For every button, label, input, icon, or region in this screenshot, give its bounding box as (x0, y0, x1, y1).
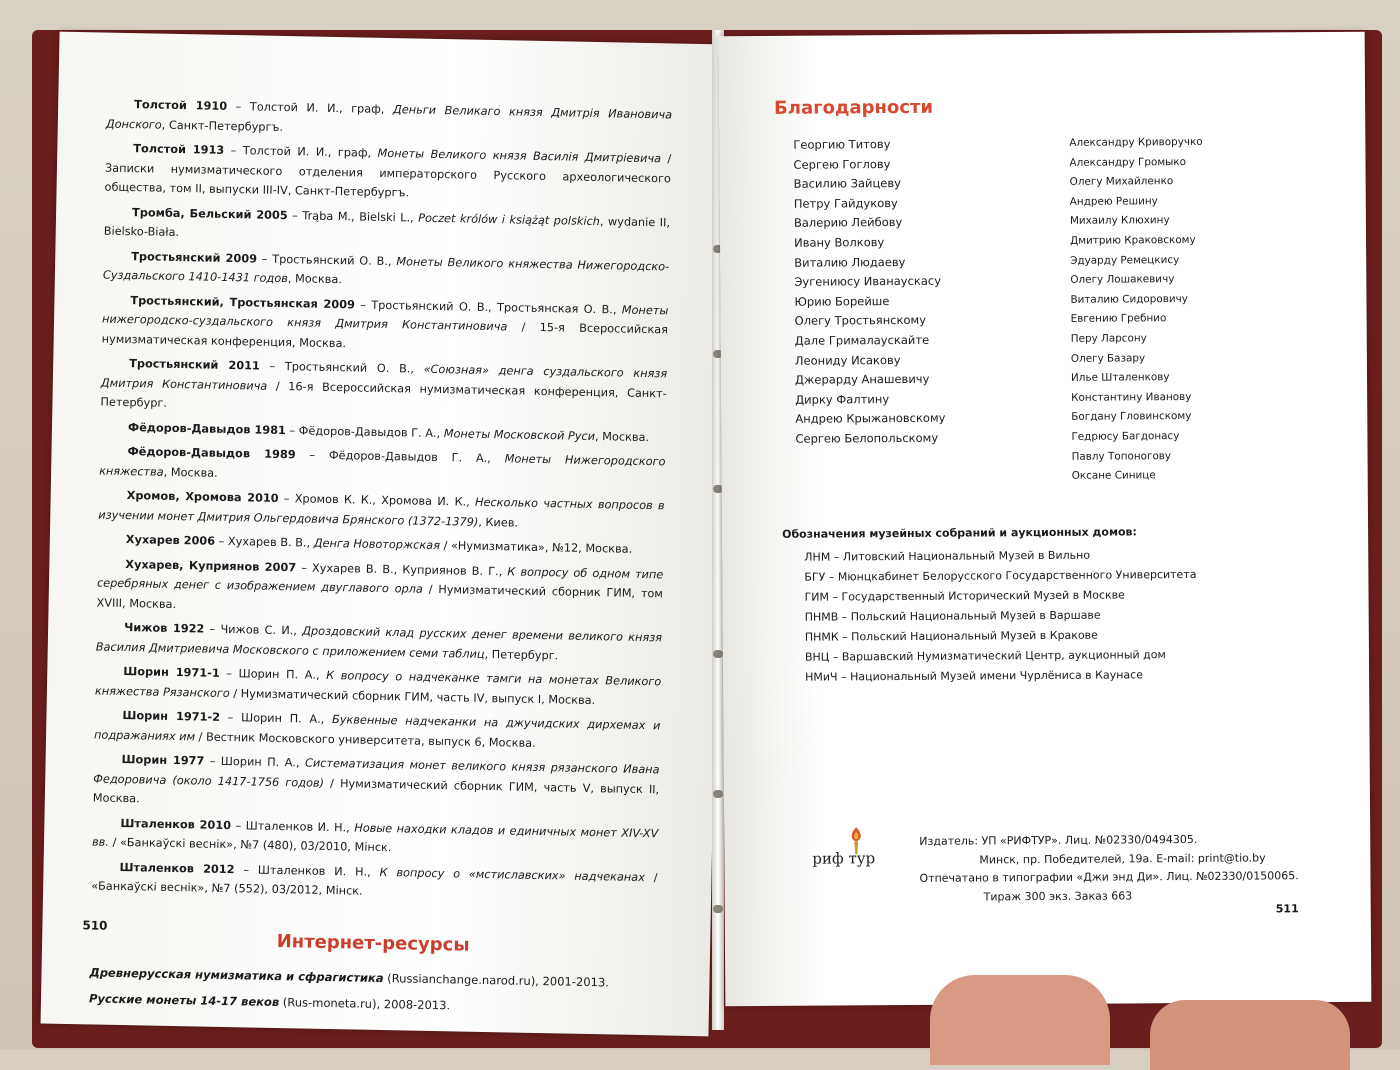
acknowledged-name: Евгению Гребнио (1070, 312, 1167, 326)
abbreviation-item: БГУ – Мюнцкабинет Белорусского Государственного Университета (804, 567, 1197, 584)
entry-pre: – Шталенков И. Н., (230, 818, 355, 834)
acknowledged-name: Юрию Борейше (794, 293, 890, 309)
acknowledged-name: Валерию Лейбову (793, 215, 903, 231)
internet-resource-entry (89, 963, 655, 993)
entry-pre: – Толстой И. И., граф, (224, 143, 378, 160)
acknowledged-name: Гедрюсу Багдонасу (1071, 429, 1180, 443)
bibliography-entry (100, 354, 667, 423)
entry-key: Хухарев 2006 (125, 533, 216, 548)
imprint-line: Минск, пр. Победителей, 19а. E-mail: print@tio.by (979, 850, 1266, 866)
page-number-right: 511 (1275, 902, 1299, 916)
entry-key: Шталенков 2010 (120, 816, 232, 832)
acknowledged-name: Александру Громыко (1069, 155, 1187, 169)
entry-title: Монеты Великого княжества Нижегородско-Суздальского 1410-1431 годов (102, 254, 670, 286)
imprint-block (919, 830, 1299, 907)
entry-post: , Киев. (478, 515, 519, 530)
acknowledged-name: Оксане Синице (1071, 469, 1156, 482)
acknowledged-name: Андрею Крыжановскому (795, 411, 946, 427)
entry-title: Денга Новоторжская (313, 536, 441, 553)
acknowledged-name: Перу Ларсону (1070, 332, 1147, 345)
abbreviation-item: ПНМВ – Польский Национальный Музей в Варшаве (804, 608, 1101, 624)
acknowledged-name: Богдану Гловинскому (1071, 410, 1192, 424)
logo-text: риф тур (812, 849, 876, 868)
resource-details: (Russianchange.narod.ru), 2001-2013. (383, 971, 610, 990)
binding-stitch (713, 650, 723, 658)
abbreviation-item: ПНМК – Польский Национальный Музей в Кракове (804, 628, 1098, 644)
entry-post: , wydanie II, Bielsko-Biała. (103, 214, 671, 240)
entry-pre: – Шорин П. А., (219, 710, 333, 727)
entry-pre: – Чижов С. И., (204, 622, 303, 638)
acknowledged-name: Эугениюсу Иванаускасу (794, 273, 942, 289)
entry-post: , Москва. (287, 272, 343, 287)
acknowledgements-title: Благодарности (774, 96, 934, 119)
acknowledged-name: Виталию Людаеву (794, 254, 906, 270)
bibliography-entry (96, 554, 663, 623)
entry-key: Тростьянский, Тростьянская 2009 (130, 293, 356, 311)
acknowledged-name: Василию Зайцеву (793, 176, 901, 191)
entry-post: / Нумизматический сборник ГИМ, часть V, выпуск II, Москва. (92, 776, 660, 806)
finger (1150, 1000, 1350, 1070)
entry-title: Монеты Великого князя Василія Дмитріевича (377, 146, 662, 166)
entry-key: Хромов, Хромова 2010 (126, 489, 279, 505)
acknowledged-name: Александру Криворучко (1069, 135, 1203, 149)
abbreviations-title: Обозначения музейных собраний и аукционных домов: (782, 525, 1137, 541)
imprint-line: Тираж 300 экз. Заказ 663 (983, 888, 1133, 903)
bibliography-entry (93, 749, 660, 818)
imprint-line: Отпечатано в типографии «Джи энд Ди». Лиц. №02330/0150065. (919, 869, 1299, 885)
bibliography-entry (102, 290, 669, 359)
bibliography-entry (98, 486, 665, 536)
acknowledged-name: Сергею Белопольскому (795, 430, 939, 446)
entry-key: Фёдоров-Давыдов 1981 (127, 420, 287, 437)
acknowledged-name: Андрею Решину (1069, 194, 1158, 208)
acknowledged-name: Георгию Титову (793, 137, 891, 152)
names-column-left (793, 135, 945, 450)
acknowledged-name: Джерарду Анашевичу (794, 371, 930, 387)
bibliography-entry (94, 705, 661, 755)
entry-key: Шталенков 2012 (119, 860, 235, 876)
bibliography-entry (91, 857, 658, 907)
resource-details: (Rus-moneta.ru), 2008-2013. (279, 994, 451, 1012)
entry-pre: – Шорин П. А., (219, 666, 327, 682)
binding-stitch (713, 905, 723, 913)
entry-pre: – Тростьянский О. В., (259, 359, 424, 376)
acknowledged-name: Дале Грималаускайте (794, 332, 930, 348)
bibliography-entry (103, 246, 670, 296)
binding-stitch (713, 790, 723, 798)
acknowledged-name: Олегу Базару (1070, 351, 1146, 365)
resource-title: Русские монеты 14-17 веков (88, 990, 280, 1009)
abbreviation-item: ГИМ – Государственный Исторический Музей в Москве (804, 588, 1125, 604)
entry-key: Хухарев, Куприянов 2007 (125, 557, 297, 574)
entry-pre: – Толстой И. И., граф, (227, 99, 394, 117)
internet-resource-entry (89, 989, 655, 1019)
acknowledged-name: Олегу Лошакевичу (1070, 273, 1175, 286)
abbreviation-item: НМиЧ – Национальный Музей имени Чурлёниса в Каунасе (805, 668, 1143, 684)
abbreviation-item: ВНЦ – Варшавский Нумизматический Центр, аукционный дом (804, 648, 1166, 664)
entry-title: Новые находки кладов и единичных монет XIV-XV вв. (91, 820, 659, 849)
entry-post: / Записки нумизматического отделения императорского Русского археологического общества, том II, выпуски III-IV, Санкт-Петербургъ. (104, 152, 672, 200)
entry-post: / «Нумизматика», №12, Москва. (439, 539, 633, 556)
entry-pre: – Тростьянский О. В., Тростьянская О. В., (354, 297, 622, 317)
acknowledged-name: Павлу Топоногову (1071, 449, 1172, 463)
bibliography-entry (106, 95, 673, 145)
entry-pre: – Фёдоров-Давыдов Г. А., (295, 448, 505, 466)
entry-post: / «Банкаўскі веснік», №7 (480), 03/2010, Мінск. (108, 835, 392, 855)
abbreviations-list (804, 545, 1197, 688)
bibliography-entry (99, 442, 666, 492)
bibliography-entry (104, 202, 671, 252)
entry-post: / Нумизматический сборник ГИМ, том XVIII, Москва. (96, 582, 664, 611)
entry-pre: – Хромов К. К., Хромова И. К., (278, 491, 476, 509)
entry-pre: – Тростьянский О. В., (256, 252, 397, 268)
entry-pre: – Шталенков И. Н., (234, 862, 380, 879)
page-number-left: 510 (82, 918, 108, 933)
entry-key: Тромба, Бельский 2005 (132, 205, 288, 222)
acknowledged-name: Ивану Волкову (794, 235, 885, 250)
entry-key: Толстой 1910 (134, 98, 228, 113)
acknowledged-name: Петру Гайдукову (793, 195, 898, 211)
entry-key: Фёдоров-Давыдов 1989 (127, 445, 296, 462)
entry-key: Толстой 1913 (133, 142, 225, 157)
entry-title: К вопросу об одном типе серебряных денег с изображением двуглавого орла (96, 564, 664, 596)
right-page (719, 32, 1372, 1006)
entry-title: К вопросу о надчеканке тамги на монетах Великого княжества Рязанского (94, 668, 662, 700)
bibliography-entry (96, 617, 663, 667)
acknowledged-name: Виталию Сидоровичу (1070, 292, 1188, 306)
entry-post: / Нумизматический сборник ГИМ, часть IV, выпуск I, Москва. (229, 686, 596, 707)
entry-pre: – Фёдоров-Давыдов Г. А., (285, 423, 444, 440)
entry-pre: – Хухарев В. В., (214, 534, 314, 550)
acknowledged-name: Эдуарду Ремецкису (1070, 253, 1180, 267)
entry-key: Шорин 1977 (121, 753, 205, 768)
entry-post: / 16-я Всероссийская нумизматическая конференция, Санкт-Петербург. (100, 379, 667, 410)
entry-title: Деньги Великаго князя Дмитрія Ивановича Донского (105, 103, 673, 132)
entry-title: Монеты Нижегородского княжества (99, 452, 666, 479)
entry-post: , Петербург. (484, 647, 559, 662)
publisher-logo (812, 825, 902, 872)
entry-key: Чижов 1922 (124, 621, 205, 636)
entry-pre: – Хухарев В. В., Куприянов В. Г., (296, 560, 508, 578)
entry-post: , Москва. (594, 429, 650, 444)
acknowledged-name: Олегу Михайленко (1069, 175, 1174, 189)
bibliography-entry (95, 661, 662, 711)
internet-resources-title: Интернет-ресурсы (276, 930, 470, 956)
entry-post: / Вестник Московского университета, выпуск 6, Москва. (194, 729, 536, 750)
acknowledged-name: Олегу Тростьянскому (794, 313, 927, 329)
entry-key: Шорин 1971-2 (122, 709, 221, 724)
entry-title: Poczet królów i książąt polskich (418, 211, 601, 228)
entry-post: , Санкт-Петербургъ. (161, 118, 284, 134)
entry-title: Монеты Московской Руси (443, 426, 596, 443)
bibliography-entry (104, 139, 671, 208)
entry-key: Шорин 1971-1 (123, 665, 220, 680)
acknowledged-name: Дирку Фалтину (795, 391, 890, 407)
entry-title: Монеты нижегородско-суздальского князя Дмитрия Константиновича (101, 303, 669, 334)
acknowledged-name: Леониду Исакову (794, 352, 901, 368)
entry-post: / «Банкаўскі веснік», №7 (552), 03/2012, Мінск. (91, 870, 658, 898)
entry-title: Буквенные надчеканки на джучидских дирхемах и подражаниях им (93, 713, 661, 743)
thumb (930, 975, 1110, 1065)
acknowledged-name: Илье Шталенкову (1070, 371, 1170, 384)
imprint-line: Издатель: УП «РИФТУР». Лиц. №02330/0494305. (919, 832, 1198, 848)
acknowledged-name: Сергею Гоглову (793, 156, 891, 172)
entry-title: Систематизация монет великого князя рязанского Ивана Федоровича (около 1417-1756 годов) (93, 756, 660, 790)
names-column-right (1069, 133, 1205, 487)
entry-title: К вопросу о «мстиславских» надчеканах (379, 865, 645, 884)
entry-pre: – Шорин П. А., (204, 754, 306, 770)
bibliography-list (89, 95, 673, 1026)
acknowledged-name: Михаилу Клюхину (1069, 214, 1170, 228)
acknowledged-name: Дмитрию Краковскому (1070, 233, 1196, 247)
left-page (41, 32, 728, 1037)
abbreviation-item: ЛНМ – Литовский Национальный Музей в Вильно (804, 548, 1091, 564)
resource-title: Древнерусская нумизматика и сфрагистика (89, 965, 384, 986)
entry-post: / 15-я Всероссийская нумизматическая конференция, Москва. (101, 320, 669, 350)
acknowledged-name: Константину Иванову (1071, 390, 1192, 404)
entry-title: Дроздовский клад русских денег времени великого князя Василия Дмитриевича Московского с приложением семи таблиц (95, 624, 663, 661)
bibliography-entry (92, 813, 659, 863)
entry-title: Несколько частных вопросов в изучении монет Дмитрия Ольгердовича Брянского (1372-1379) (98, 495, 665, 529)
entry-title: «Союзная» денга суздальского князя Дмитрия Константиновича (100, 362, 668, 393)
entry-post: , Москва. (163, 465, 218, 480)
entry-key: Тростьянский 2009 (131, 249, 258, 266)
entry-pre: – Trąba M., Bielski L., (287, 208, 419, 225)
entry-key: Тростьянский 2011 (129, 357, 260, 373)
